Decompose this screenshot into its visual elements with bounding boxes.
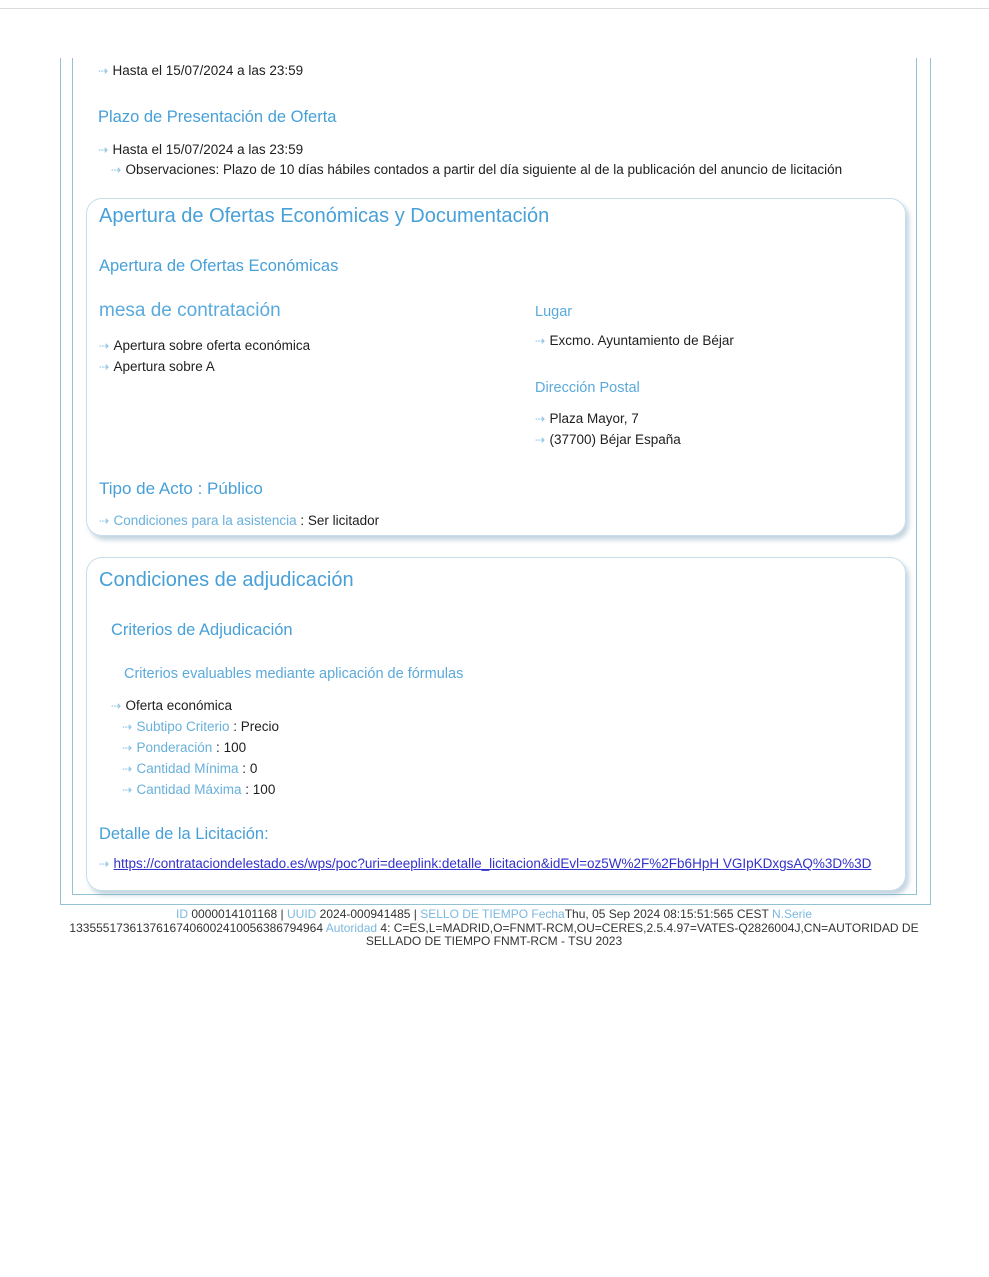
criterio-attribute-item	[122, 782, 893, 798]
label-value-separator: :	[296, 513, 308, 528]
dashed-arrow-icon: ⇢	[98, 143, 108, 157]
attribute-value: 100	[252, 782, 276, 797]
document-footer	[54, 908, 934, 949]
footer-label: UUID	[287, 907, 320, 921]
footer-text	[54, 908, 934, 949]
dashed-arrow-icon: ⇢	[111, 163, 121, 177]
plazo-observaciones-item	[111, 162, 904, 178]
criterios-formulas-title: Criterios evaluables mediante aplicación de fórmulas	[124, 666, 464, 682]
footer-value: 2024-000941485 |	[319, 907, 421, 921]
dashed-arrow-icon: ⇢	[99, 360, 109, 374]
mesa-item	[99, 359, 535, 375]
label-value-separator: :	[238, 761, 250, 776]
lugar-item-text: Excmo. Ayuntamiento de Béjar	[549, 333, 734, 348]
apertura-columns	[99, 300, 893, 448]
dashed-arrow-icon: ⇢	[535, 412, 545, 426]
detalle-link-item	[99, 856, 893, 872]
page-top-divider	[0, 8, 989, 9]
lugar-item	[535, 333, 893, 349]
mesa-item-text: Apertura sobre A	[113, 359, 215, 374]
attribute-label: Ponderación	[136, 740, 213, 755]
footer-label: ID	[176, 907, 192, 921]
attribute-value: 100	[223, 740, 247, 755]
label-value-separator: :	[229, 719, 241, 734]
footer-value: 4: C=ES,L=MADRID,O=FNMT-RCM,OU=CERES,2.5.4.97=VATES-Q2826004J,CN=AUTORIDAD DE	[380, 920, 919, 935]
criterio-attribute-item	[122, 761, 893, 777]
criterio-attribute-item	[122, 719, 893, 735]
attribute-value: 0	[249, 761, 258, 776]
label-value-separator: :	[241, 782, 253, 797]
attribute-label: Subtipo Criterio	[136, 719, 230, 734]
dashed-arrow-icon: ⇢	[122, 720, 132, 734]
plazo-presentacion-title: Plazo de Presentación de Oferta	[98, 108, 337, 126]
tipo-acto-title: Tipo de Acto : Público	[99, 479, 263, 498]
footer-value: SELLADO DE TIEMPO FNMT-RCM - TSU 2023	[365, 934, 623, 948]
section-apertura	[86, 198, 906, 536]
dashed-arrow-icon: ⇢	[99, 514, 109, 528]
footer-label: SELLO DE TIEMPO Fecha	[420, 907, 565, 921]
condiciones-adjudicacion-title: Condiciones de adjudicación	[99, 569, 354, 591]
detalle-licitacion-link[interactable]: https://contrataciondelestado.es/wps/poc?uri=deeplink:detalle_licitacion&idEvl=oz5W%2F%2Fb6HpH VGIpKDxgsAQ%3D%3D	[113, 856, 872, 871]
criterio-text: Oferta económica	[125, 698, 233, 713]
detalle-licitacion-title: Detalle de la Licitación:	[99, 825, 269, 843]
apertura-subtitle: Apertura de Ofertas Económicas	[99, 257, 339, 275]
dashed-arrow-icon: ⇢	[99, 339, 109, 353]
footer-label: N.Serie	[771, 907, 812, 921]
dashed-arrow-icon: ⇢	[111, 699, 121, 713]
deadline-item	[98, 63, 904, 79]
attribute-label: Cantidad Mínima	[136, 761, 239, 776]
attribute-value: Precio	[240, 719, 280, 734]
deadline-text: Hasta el 15/07/2024 a las 23:59	[112, 63, 304, 78]
mesa-item-text: Apertura sobre oferta económica	[113, 338, 311, 353]
apertura-title: Apertura de Ofertas Económicas y Documentación	[99, 205, 550, 227]
footer-value: Thu, 05 Sep 2024 08:15:51:565 CEST	[564, 907, 772, 921]
criterios-adjudicacion-title: Criterios de Adjudicación	[111, 621, 293, 639]
dashed-arrow-icon: ⇢	[535, 334, 545, 348]
asistencia-item	[99, 513, 893, 529]
footer-value: 0000014101168 |	[191, 907, 287, 921]
section-condiciones-adjudicacion	[86, 557, 906, 891]
direccion-item	[535, 411, 893, 427]
dashed-arrow-icon: ⇢	[122, 762, 132, 776]
attribute-label: Cantidad Máxima	[136, 782, 242, 797]
document-content	[86, 58, 904, 891]
asistencia-label: Condiciones para la asistencia	[113, 513, 297, 528]
lugar-column	[535, 300, 893, 448]
document-inner-border	[72, 58, 917, 895]
plazo-deadline-item	[98, 142, 904, 158]
criterio-item	[111, 698, 893, 714]
dashed-arrow-icon: ⇢	[98, 64, 108, 78]
direccion-item	[535, 432, 893, 448]
dashed-arrow-icon: ⇢	[122, 741, 132, 755]
dashed-arrow-icon: ⇢	[122, 783, 132, 797]
footer-value: 13355517361376167406002410056386794964	[69, 920, 326, 935]
direccion-item-text: Plaza Mayor, 7	[549, 411, 639, 426]
document-outer-border	[60, 58, 931, 905]
direccion-postal-title: Dirección Postal	[535, 380, 640, 396]
lugar-title: Lugar	[535, 304, 573, 320]
dashed-arrow-icon: ⇢	[99, 857, 109, 871]
mesa-item	[99, 338, 535, 354]
criterio-attribute-item	[122, 740, 893, 756]
footer-label: Autoridad	[325, 920, 381, 935]
mesa-title: mesa de contratación	[99, 300, 281, 321]
mesa-column	[99, 300, 535, 448]
plazo-deadline-text: Hasta el 15/07/2024 a las 23:59	[112, 142, 304, 157]
plazo-observaciones-text: Observaciones: Plazo de 10 días hábiles contados a partir del día siguiente al de la publicación del anuncio de licitación	[125, 162, 843, 177]
label-value-separator: :	[212, 740, 224, 755]
asistencia-value: Ser licitador	[307, 513, 380, 528]
direccion-item-text: (37700) Béjar España	[549, 432, 681, 447]
dashed-arrow-icon: ⇢	[535, 433, 545, 447]
